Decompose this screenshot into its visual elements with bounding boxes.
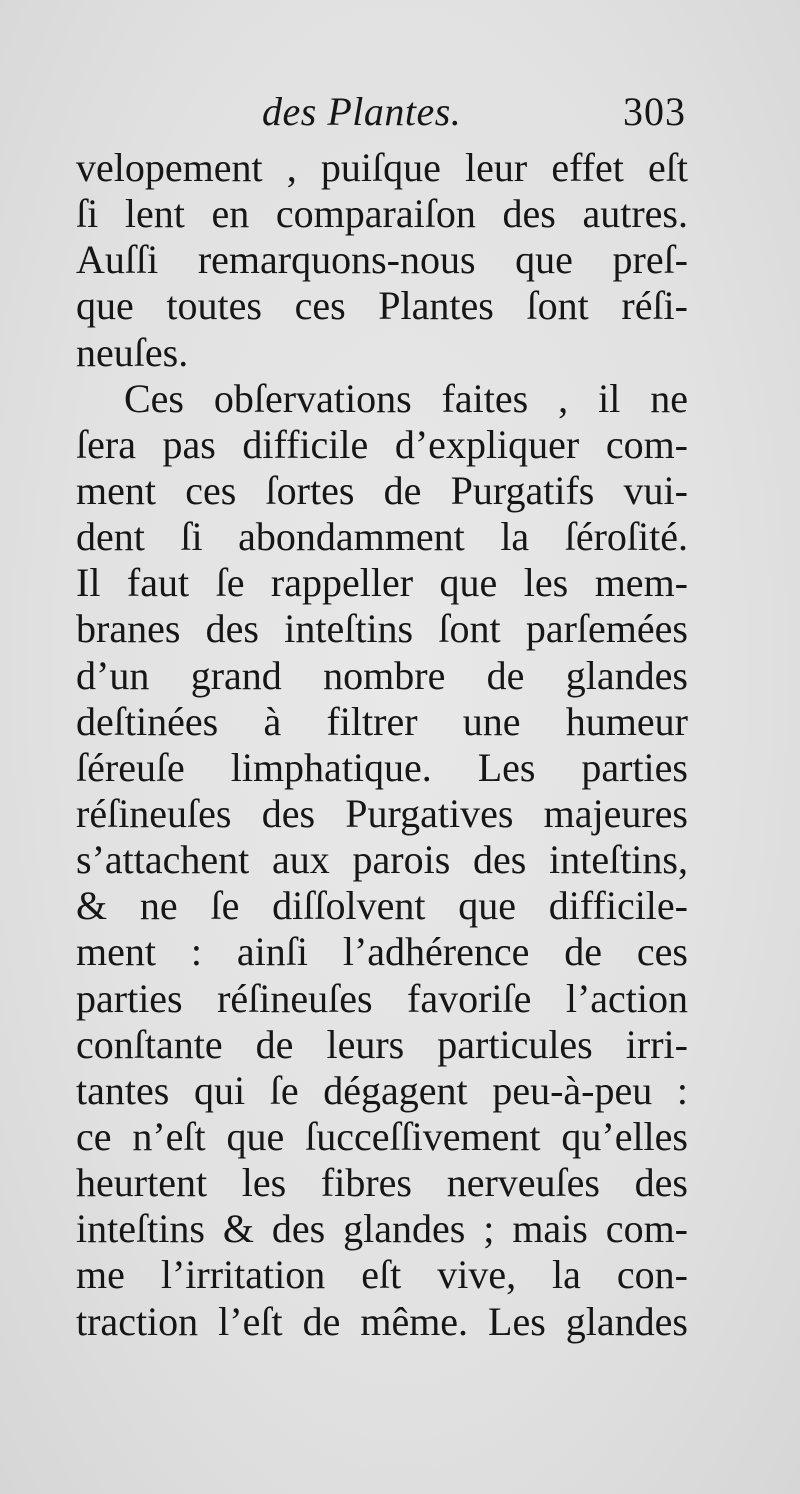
text-line: réſineuſes des Purgatives majeures [76, 790, 688, 836]
text-line: ſera pas difficile d’expliquer com- [76, 421, 688, 467]
text-line: ce n’eſt que ſucceſſivement qu’elles [76, 1113, 688, 1159]
text-line: dent ſi abondamment la ſéroſité. [76, 514, 688, 560]
text-line: d’un grand nombre de glandes [76, 652, 688, 698]
text-line: branes des inteſtins ſont parſemées [76, 606, 688, 652]
text-line: traction l’eſt de même. Les glandes [76, 1298, 688, 1344]
text-line: tantes qui ſe dégagent peu-à-peu : [76, 1067, 688, 1113]
text-line: ſéreuſe limphatique. Les parties [76, 744, 688, 790]
running-title: des Plantes. [262, 89, 462, 134]
text-line: & ne ſe diſſolvent que difficile- [76, 883, 688, 929]
text-line: Il faut ſe rappeller que les mem- [76, 560, 688, 606]
page-header [78, 88, 686, 144]
body-text [76, 145, 688, 1345]
text-line: conſtante de leurs particules irri- [76, 1021, 688, 1067]
text-line: parties réſineuſes favoriſe l’action [76, 975, 688, 1021]
text-line: Auſſi remarquons-nous que preſ- [76, 237, 688, 283]
text-line: heurtent les fibres nerveuſes des [76, 1160, 688, 1206]
text-line: deſtinées à filtrer une humeur [76, 698, 688, 744]
text-line: s’attachent aux parois des inteſtins, [76, 837, 688, 883]
text-line: velopement , puiſque leur effet eſt [76, 145, 688, 190]
text-line: me l’irritation eſt vive, la con- [76, 1252, 688, 1298]
text-line: inteſtins & des glandes ; mais com- [76, 1206, 688, 1252]
text-line: ment ces ſortes de Purgatifs vui- [76, 467, 688, 513]
text-line: Ces obſervations faites , il ne [124, 375, 688, 421]
text-line: ſi lent en comparaiſon des autres. [76, 191, 688, 237]
page-number: 303 [623, 89, 686, 134]
text-line: que toutes ces Plantes ſont réſi- [76, 283, 688, 329]
text-line: ment : ainſi l’adhérence de ces [76, 929, 688, 975]
text-line: neuſes. [76, 329, 189, 375]
